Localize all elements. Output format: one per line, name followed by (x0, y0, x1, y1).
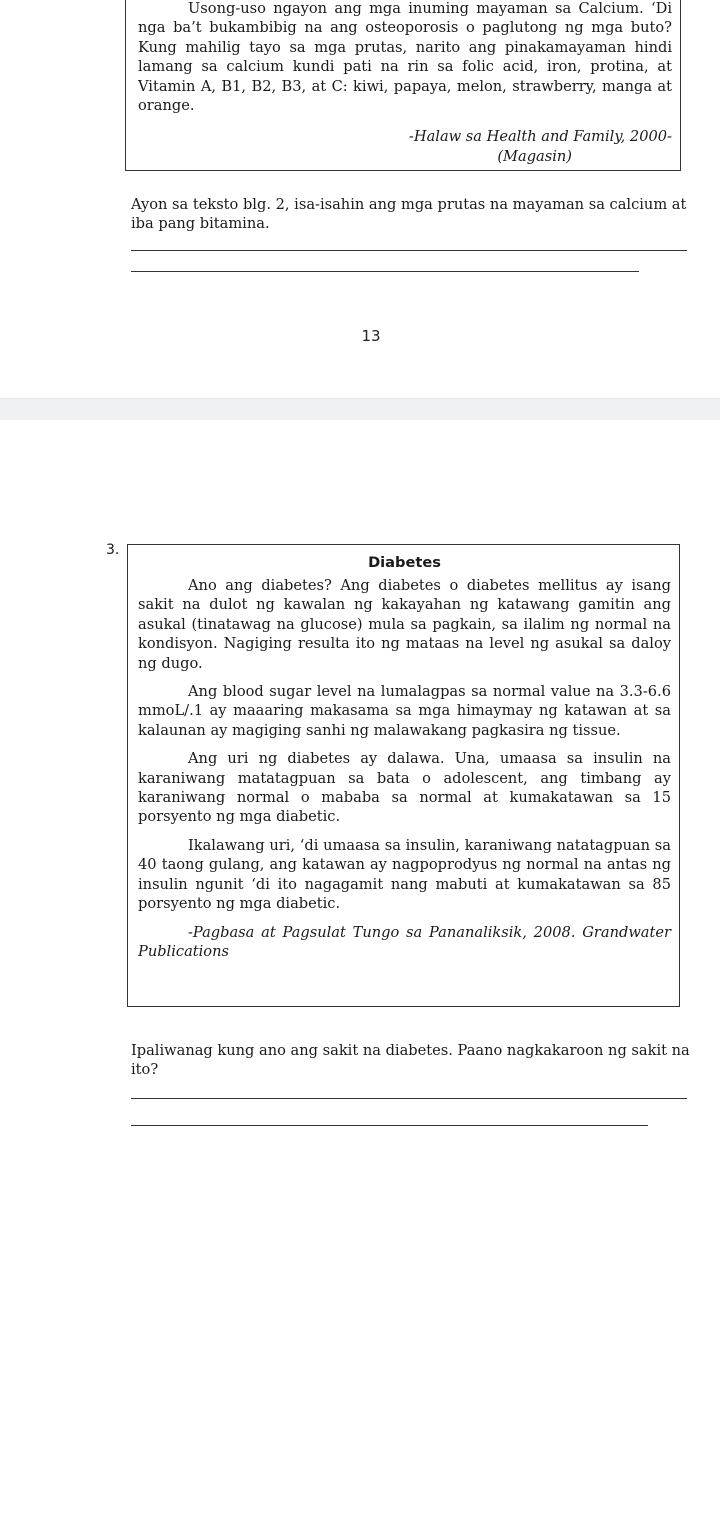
passage-title: Diabetes (368, 554, 441, 571)
page-separator (0, 398, 720, 421)
reading-text-box (125, 0, 681, 171)
passage-paragraph: Ikalawang uri, ‘di umaasa sa insulin, karaniwang natatagpuan sa 40 taong gulang, ang katawan ay nagpoprodyus ng normal na antas ng insulin ngunit ‘di ito nagagamit nang mabuti at kumakatawan sa 85 porsyento ng mga diabetic. (138, 836, 671, 913)
answer-line[interactable] (131, 1125, 648, 1126)
document-page-13 (0, 0, 720, 398)
item-number: 3. (106, 542, 120, 558)
passage-paragraph: Ano ang diabetes? Ang diabetes o diabetes mellitus ay isang sakit na dulot ng kawalan ng kakayahan ng katawang gamitin ang asukal (tinatawag na glucose) mula sa pagkain, sa ilalim ng normal na kondisyon. Nagiging resulta ito ng mataas na level ng asukal sa daloy ng dugo. (138, 577, 671, 672)
reading-paragraph: Usong-uso ngayon ang mga inuming mayaman sa Calcium. ‘Di nga ba’t bukambibig na ang osteoporosis o paglutong ng mga buto? Kung mahilig tayo sa mga prutas, narito ang pinakamayaman hindi lamang sa calcium kundi pati na rin sa folic acid, iron, protina, at Vitamin A, B1, B2, B3, at C: kiwi, papaya, melon, strawberry, manga at orange. (138, 0, 672, 115)
passage-paragraph: Ang blood sugar level na lumalagpas sa normal value na 3.3-6.6 mmoL/.1 ay maaaring makasama sa mga himaymay ng katawan at sa kalaunan ay magiging sanhi ng malawakang pagkasira ng tissue. (138, 683, 671, 739)
question-text: Ayon sa teksto blg. 2, isa-isahin ang mga prutas na mayaman sa calcium at iba pang bitamina. (131, 196, 687, 233)
page-number: 13 (361, 327, 381, 345)
source-citation: -Pagbasa at Pagsulat Tungo sa Pananaliksik, 2008. Grandwater Publications (138, 923, 671, 960)
source-citation-type: (Magasin) (497, 147, 572, 165)
document-page (0, 420, 720, 1520)
answer-line[interactable] (131, 1098, 687, 1099)
answer-line[interactable] (131, 271, 639, 272)
passage-paragraph: Ang uri ng diabetes ay dalawa. Una, umaasa sa insulin na karaniwang matatagpuan sa bata o adolescent, ang timbang ay karaniwang normal o mababa sa normal at kumakatawan sa 15 porsyento ng mga diabetic. (138, 750, 671, 826)
source-citation: -Halaw sa Health and Family, 2000- (408, 128, 672, 146)
question-text: Ipaliwanag kung ano ang sakit na diabetes. Paano nagkakaroon ng sakit na ito? (131, 1042, 690, 1079)
reading-text-box (127, 544, 680, 1007)
answer-line[interactable] (131, 250, 687, 251)
